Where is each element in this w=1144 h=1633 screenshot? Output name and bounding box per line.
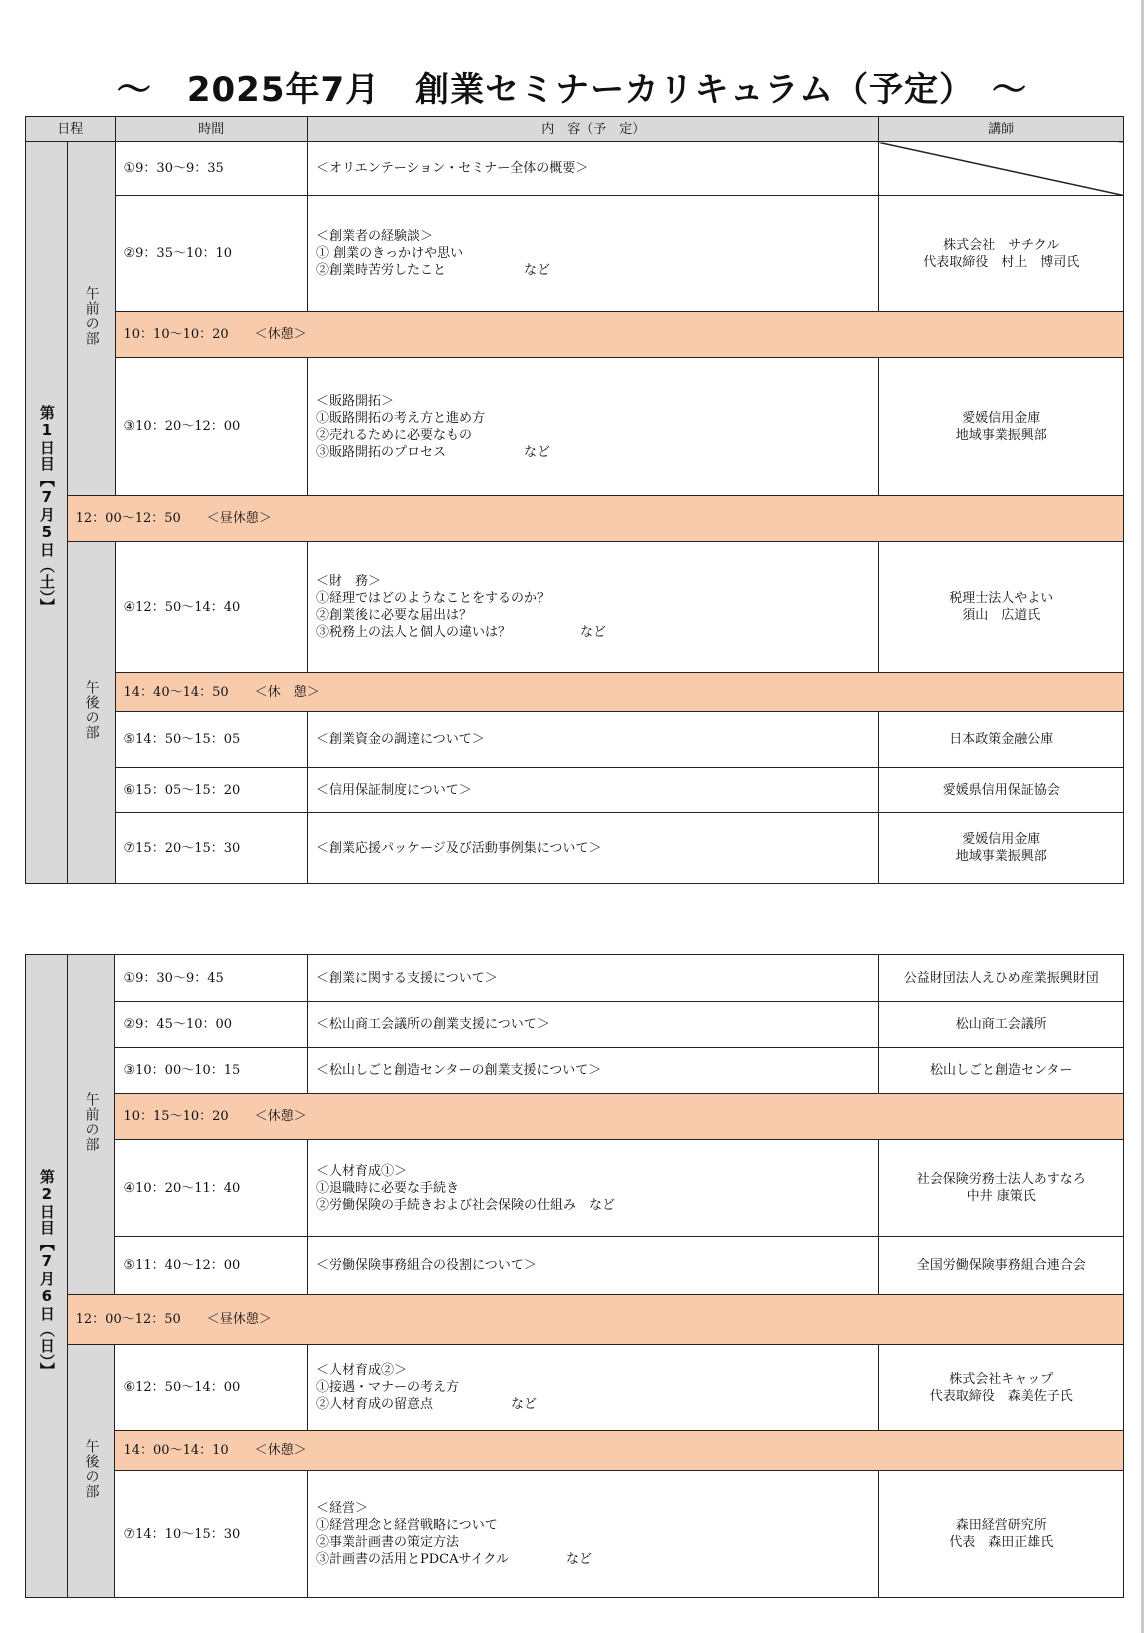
break-cell <box>115 673 1124 712</box>
content-line: ＜人材育成①＞ <box>316 1163 408 1179</box>
table-row <box>26 712 1124 768</box>
page-title: ～ 2025年7月 創業セミナーカリキュラム（予定） ～ <box>116 70 1028 110</box>
content-line: ① 創業のきっかけや思い <box>316 246 464 261</box>
content-cell <box>308 142 879 196</box>
break-time: 14：00～14：10 <box>123 1443 229 1458</box>
content-cell <box>308 1237 879 1295</box>
content-line: ＜経営＞ <box>316 1501 369 1516</box>
content-line: ＜創業に関する支援について＞ <box>316 970 498 986</box>
instructor-cell <box>879 768 1124 813</box>
content-line: ＜オリエンテーション・セミナー全体の概要＞ <box>316 161 589 176</box>
content-cell <box>308 358 879 496</box>
content-cell <box>308 1471 879 1598</box>
break-cell <box>67 1295 1123 1345</box>
instructor-cell <box>879 1002 1124 1048</box>
content-text: ②創業時苦労したこと <box>316 263 447 278</box>
break-row <box>26 673 1124 712</box>
content-line: ②創業後に必要な届出は？ <box>316 608 473 623</box>
content-line <box>316 624 878 641</box>
session-cell-morning <box>67 955 115 1295</box>
break-time: 14：40～14：50 <box>123 684 229 700</box>
instructor-cell <box>879 955 1124 1002</box>
break-label: ＜昼休憩＞ <box>206 511 272 526</box>
break-time: 10：10～10：20 <box>123 327 229 342</box>
day-label: 第1日目【7月5日（土）】 <box>37 405 56 615</box>
table-row <box>26 1140 1124 1237</box>
session-label: 午前の部 <box>83 286 100 346</box>
time-cell: ⑤11：40～12：00 <box>115 1237 308 1295</box>
content-line: ＜人材育成②＞ <box>316 1363 408 1378</box>
table-header-row <box>26 117 1124 142</box>
content-cell <box>308 196 879 312</box>
content-tail: など <box>524 263 551 278</box>
instructor-line: 全国労働保険事務組合連合会 <box>916 1258 1086 1273</box>
content-line: ①経理ではどのようなことをするのか？ <box>316 591 551 606</box>
time-cell: ①9：30～9：45 <box>115 955 308 1002</box>
content-line: ①接遇・マナーの考え方 <box>316 1380 460 1395</box>
content-line <box>316 1551 878 1568</box>
instructor-line: 株式会社 サチクル <box>943 237 1060 253</box>
instructor-line: 地域事業振興部 <box>955 427 1047 443</box>
content-line: ＜販路開拓＞ <box>316 393 395 409</box>
session-label: 午後の部 <box>83 1438 100 1499</box>
table-row <box>26 1048 1124 1094</box>
table-row <box>26 1237 1124 1295</box>
time-cell: ⑥12：50～14：00 <box>115 1345 308 1431</box>
table-row <box>26 358 1124 496</box>
schedule-table-day2 <box>25 954 1124 1598</box>
instructor-cell <box>879 1048 1124 1094</box>
content-text: ②人材育成の留意点 <box>316 1397 434 1412</box>
instructor-line: 地域事業振興部 <box>955 849 1047 864</box>
break-cell <box>115 1431 1124 1471</box>
content-cell <box>308 955 879 1002</box>
content-line: ＜労働保険事務組合の役割について＞ <box>316 1258 537 1273</box>
header-time: 時間 <box>115 117 308 142</box>
instructor-line: 税理士法人やよい <box>949 591 1054 606</box>
day-label-cell <box>26 142 68 884</box>
instructor-cell <box>879 358 1124 496</box>
instructor-cell <box>879 1237 1124 1295</box>
break-time: 10：15～10：20 <box>123 1109 229 1124</box>
break-label: ＜休憩＞ <box>254 327 307 342</box>
time-cell: ⑦15：20～15：30 <box>115 813 308 884</box>
instructor-line: 公益財団法人えひめ産業振興財団 <box>903 970 1099 986</box>
instructor-line: 須山 広道氏 <box>962 608 1041 623</box>
break-time: 12：00～12：50 <box>75 1312 181 1327</box>
content-line: ①退職時に必要な手続き <box>316 1180 460 1196</box>
schedule-table-day1 <box>25 116 1124 884</box>
content-line: ＜信用保証制度について＞ <box>316 782 472 798</box>
instructor-line: 株式会社キャップ <box>949 1371 1054 1387</box>
break-row <box>26 1431 1124 1471</box>
content-line: ＜松山商工会議所の創業支援について＞ <box>316 1017 550 1032</box>
time-cell: ⑤14：50～15：05 <box>115 712 308 768</box>
content-cell <box>308 1345 879 1431</box>
time-cell: ④12：50～14：40 <box>115 542 308 673</box>
table-row <box>26 1345 1124 1431</box>
time-cell: ②9：35～10：10 <box>115 196 308 312</box>
instructor-line: 愛媛信用金庫 <box>962 410 1041 426</box>
break-label: ＜休 憩＞ <box>254 684 320 700</box>
content-line: ②労働保険の手続きおよび社会保険の仕組み など <box>316 1197 616 1213</box>
content-line: ＜創業応援パッケージ及び活動事例集について＞ <box>316 840 602 856</box>
instructor-cell <box>879 196 1124 312</box>
instructor-cell <box>879 542 1124 673</box>
content-cell <box>308 542 879 673</box>
content-cell <box>308 768 879 813</box>
break-cell <box>115 1094 1124 1140</box>
content-cell <box>308 1002 879 1048</box>
session-cell-morning <box>67 142 115 496</box>
table-row <box>26 813 1124 884</box>
table-row <box>26 1002 1124 1048</box>
content-cell <box>308 813 879 884</box>
instructor-line: 森田経営研究所 <box>955 1518 1047 1533</box>
content-tail: など <box>580 625 607 640</box>
table-row <box>26 955 1124 1002</box>
instructor-line: 愛媛県信用保証協会 <box>942 782 1060 798</box>
content-line: ①販路開拓の考え方と進め方 <box>316 410 486 426</box>
session-cell-afternoon <box>67 542 115 884</box>
content-text: ③計画書の活用とPDCAサイクル <box>316 1552 509 1567</box>
content-line: ②売れるために必要なもの <box>316 427 473 443</box>
content-line: ①経営理念と経営戦略について <box>316 1518 498 1533</box>
instructor-cell <box>879 1345 1124 1431</box>
break-row <box>26 1295 1124 1345</box>
instructor-cell-empty <box>879 142 1124 196</box>
table-row <box>26 196 1124 312</box>
instructor-line: 社会保険労務士法人あすなろ <box>916 1172 1086 1187</box>
time-cell: ⑥15：05～15：20 <box>115 768 308 813</box>
session-label: 午前の部 <box>83 1092 100 1152</box>
table-row <box>26 142 1124 196</box>
content-line: ②事業計画書の策定方法 <box>316 1535 460 1550</box>
break-label: ＜昼休憩＞ <box>206 1312 272 1327</box>
header-content: 内 容（予 定） <box>308 117 879 142</box>
session-label: 午後の部 <box>83 680 100 740</box>
content-line: ＜松山しごと創造センターの創業支援について＞ <box>316 1063 602 1078</box>
instructor-cell <box>879 1471 1124 1598</box>
content-cell <box>308 1140 879 1237</box>
break-row <box>26 496 1124 542</box>
content-text: ③販路開拓のプロセス <box>316 444 447 460</box>
table-row <box>26 542 1124 673</box>
instructor-cell <box>879 712 1124 768</box>
header-instructor: 講師 <box>879 117 1124 142</box>
content-tail: など <box>566 1552 593 1567</box>
table-row <box>26 1471 1124 1598</box>
content-cell <box>308 712 879 768</box>
table-row <box>26 768 1124 813</box>
time-cell: ③10：00～10：15 <box>115 1048 308 1094</box>
instructor-line: 松山しごと創造センター <box>929 1063 1073 1078</box>
content-tail: など <box>511 1397 538 1412</box>
time-cell: ①9：30～9：35 <box>115 142 308 196</box>
day-label-cell <box>26 955 68 1598</box>
instructor-line: 日本政策金融公庫 <box>949 732 1054 747</box>
instructor-line: 愛媛信用金庫 <box>962 832 1041 847</box>
break-label: ＜休憩＞ <box>254 1443 307 1458</box>
break-cell <box>115 312 1124 358</box>
time-cell: ⑦14：10～15：30 <box>115 1471 308 1598</box>
content-text: ③税務上の法人と個人の違いは？ <box>316 625 512 640</box>
time-cell: ④10：20～11：40 <box>115 1140 308 1237</box>
instructor-line: 代表 森田正雄氏 <box>949 1535 1054 1550</box>
break-time: 12：00～12：50 <box>75 511 181 526</box>
session-cell-afternoon <box>67 1345 115 1598</box>
instructor-line: 松山商工会議所 <box>955 1017 1047 1032</box>
content-tail: など <box>524 444 551 460</box>
instructor-line: 中井 康策氏 <box>966 1189 1036 1204</box>
content-line <box>316 262 878 279</box>
content-cell <box>308 1048 879 1094</box>
break-cell <box>67 496 1123 542</box>
content-line: ＜財 務＞ <box>316 574 382 589</box>
header-schedule: 日程 <box>26 117 116 142</box>
time-cell: ②9：45～10：00 <box>115 1002 308 1048</box>
instructor-cell <box>879 1140 1124 1237</box>
instructor-cell <box>879 813 1124 884</box>
break-label: ＜休憩＞ <box>254 1109 307 1124</box>
content-line <box>316 444 878 461</box>
instructor-line: 代表取締役 村上 博司氏 <box>923 254 1080 270</box>
break-row <box>26 312 1124 358</box>
instructor-line: 代表取締役 森美佐子氏 <box>929 1388 1073 1404</box>
content-line: ＜創業者の経験談＞ <box>316 229 434 244</box>
content-line: ＜創業資金の調達について＞ <box>316 732 485 747</box>
day-label: 第2日目【7月6日（日）】 <box>37 1168 56 1379</box>
break-row <box>26 1094 1124 1140</box>
time-cell: ③10：20～12：00 <box>115 358 308 496</box>
content-line <box>316 1396 878 1413</box>
